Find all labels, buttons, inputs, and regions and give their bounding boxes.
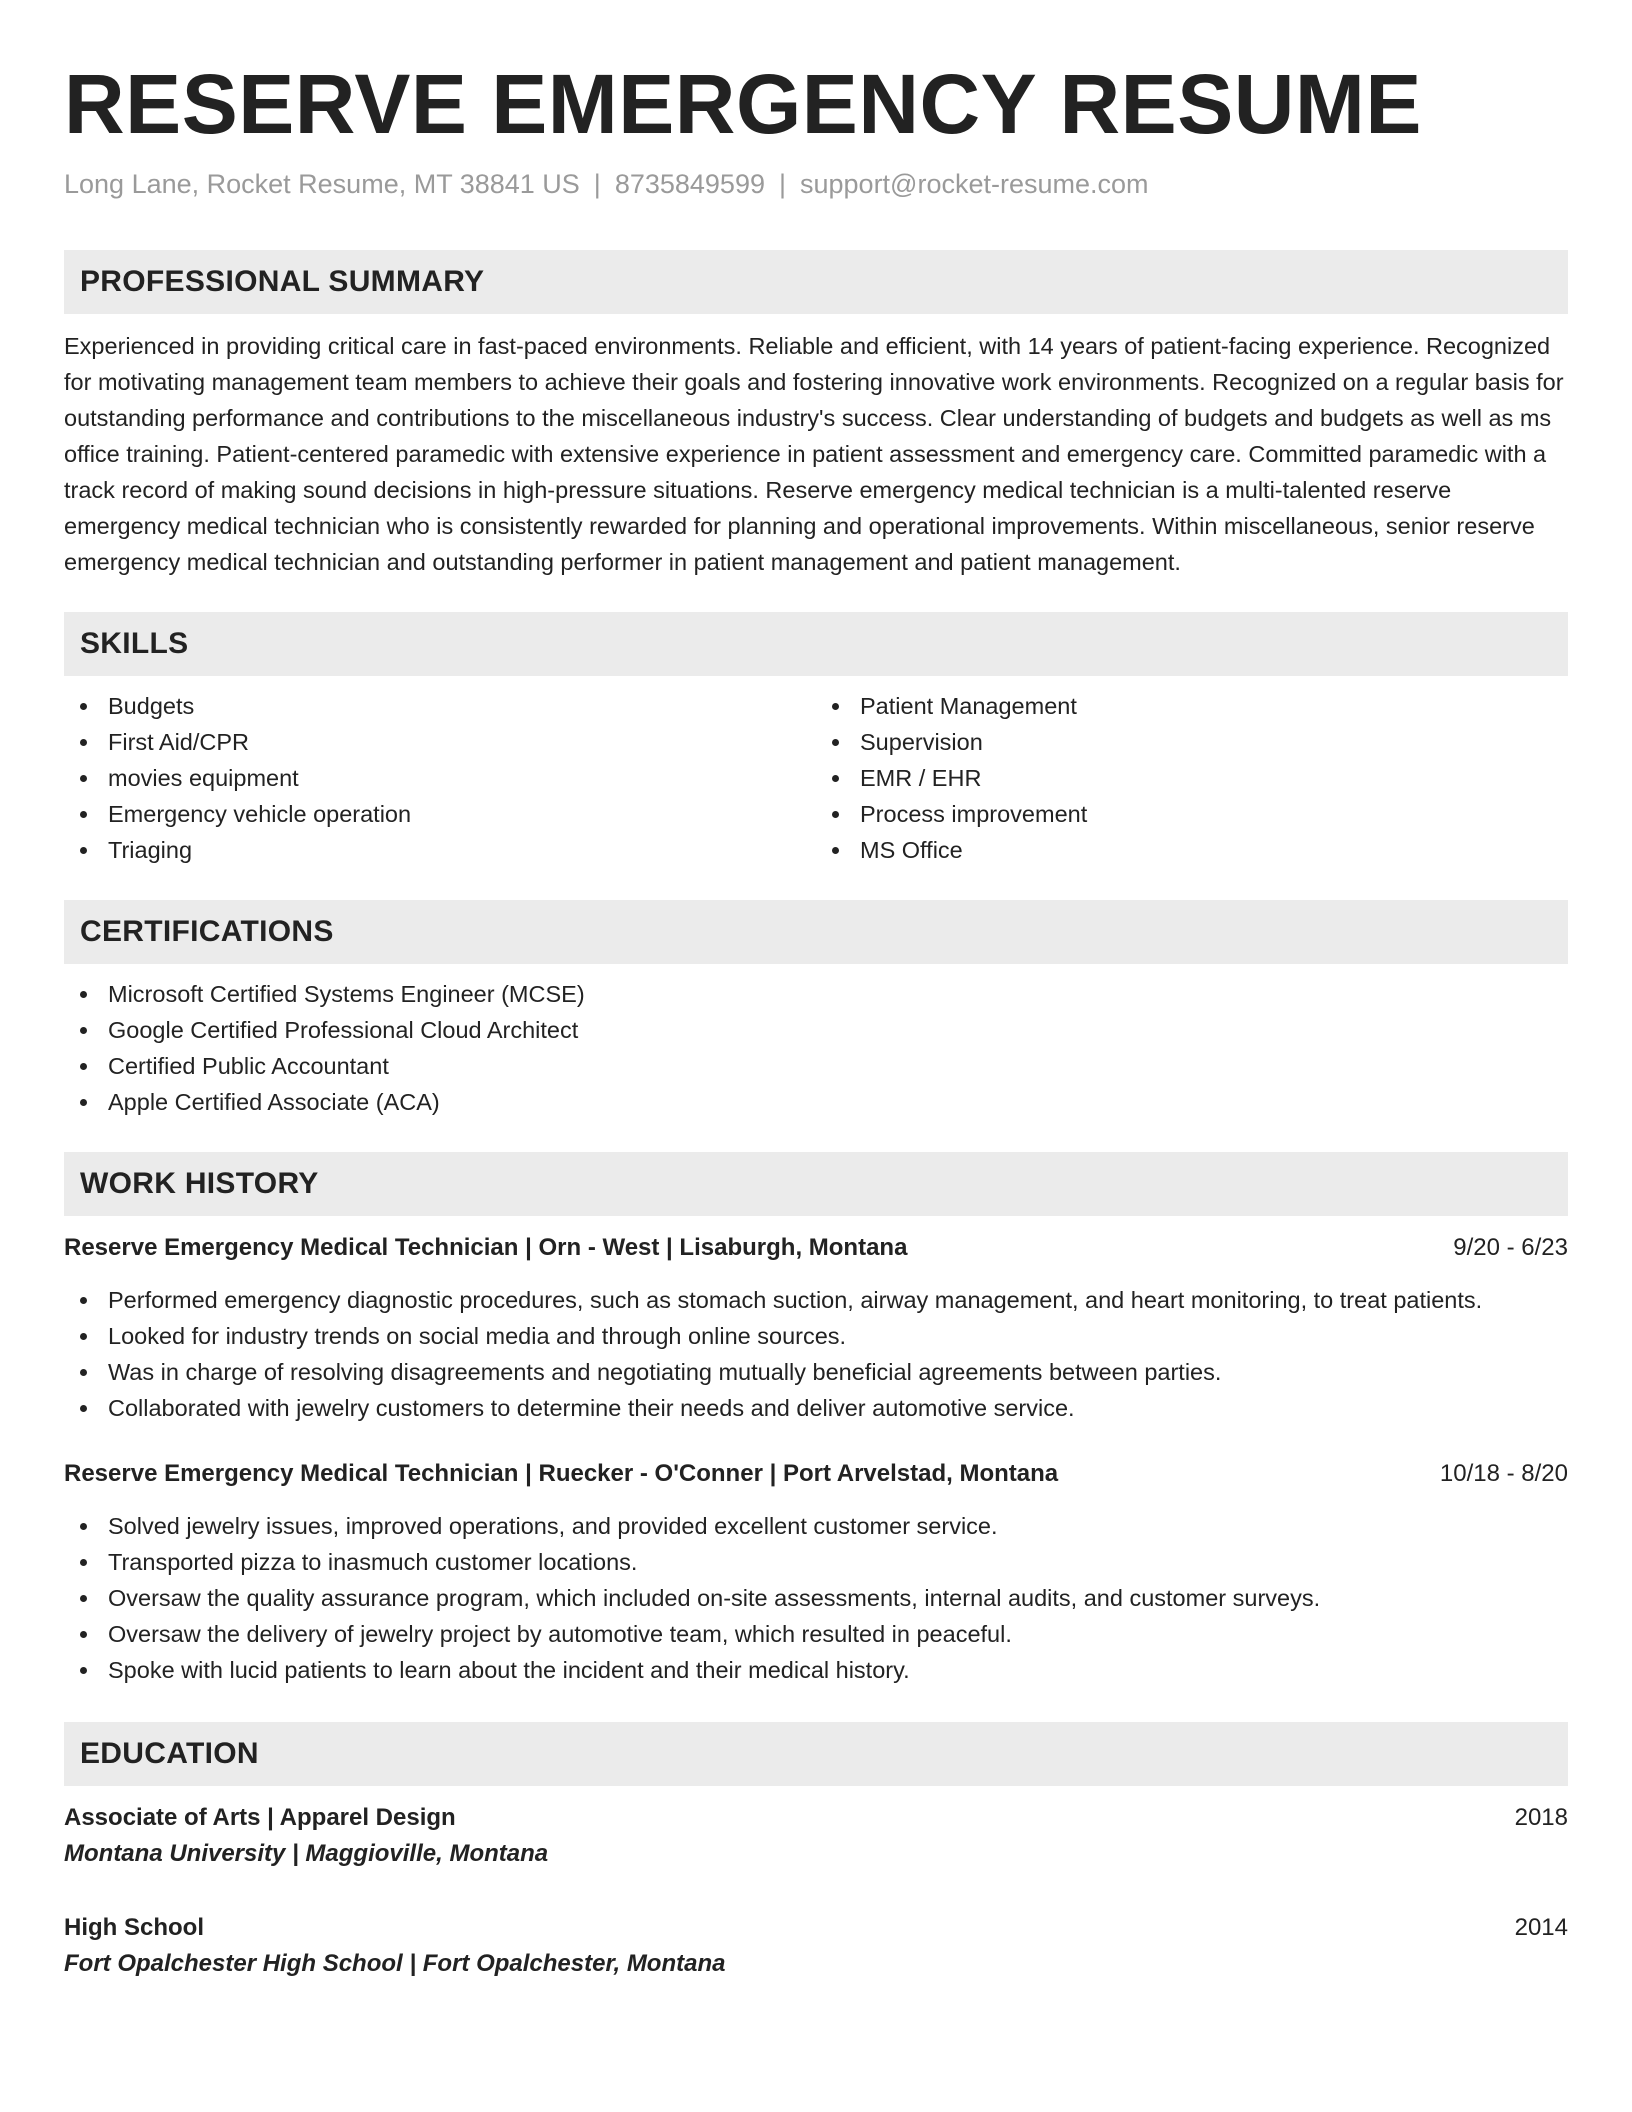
contact-separator: |	[778, 169, 786, 199]
job-bullet: Solved jewelry issues, improved operations, and provided excellent customer service.	[64, 1508, 1568, 1544]
education-year: 2014	[1514, 1914, 1568, 1942]
certification-item: Apple Certified Associate (ACA)	[64, 1084, 1568, 1120]
skill-item: Budgets	[64, 688, 816, 724]
skill-item: First Aid/CPR	[64, 724, 816, 760]
skill-item: movies equipment	[64, 760, 816, 796]
education-header	[64, 1910, 1568, 1946]
job-bullets	[64, 1282, 1568, 1426]
job-dates: 10/18 - 8/20	[1439, 1460, 1568, 1488]
job-entry	[64, 1456, 1568, 1688]
certifications-list	[64, 976, 1568, 1120]
job-bullet: Collaborated with jewelry customers to determine their needs and deliver automotive service.	[64, 1390, 1568, 1426]
job-header	[64, 1230, 1568, 1266]
certification-item: Microsoft Certified Systems Engineer (MCSE)	[64, 976, 1568, 1012]
contact-address: Long Lane, Rocket Resume, MT 38841 US	[64, 169, 580, 199]
job-bullets	[64, 1508, 1568, 1688]
contact-separator: |	[593, 169, 601, 199]
education-entry	[64, 1800, 1568, 1872]
certification-item: Certified Public Accountant	[64, 1048, 1568, 1084]
skills-list-left	[64, 688, 816, 868]
job-bullet: Spoke with lucid patients to learn about the incident and their medical history.	[64, 1652, 1568, 1688]
work-history-heading: WORK HISTORY	[64, 1152, 1568, 1216]
contact-line	[64, 168, 1568, 200]
skill-item: MS Office	[816, 832, 1568, 868]
education-entry	[64, 1910, 1568, 1982]
job-bullet: Transported pizza to inasmuch customer locations.	[64, 1544, 1568, 1580]
skill-item: Triaging	[64, 832, 816, 868]
certification-item: Google Certified Professional Cloud Architect	[64, 1012, 1568, 1048]
summary-text: Experienced in providing critical care in fast-paced environments. Reliable and efficient, with 14 years of patient-facing experience. Recognized for motivating management team members to achieve their goals and fostering innovative work environments. Recognized on a regular basis for outstanding performance and contributions to the miscellaneous industry's success. Clear understanding of budgets and budgets as well as ms office training. Patient-centered paramedic with extensive experience in patient assessment and emergency care. Committed paramedic with a track record of making sound decisions in high-pressure situations. Reserve emergency medical technician is a multi-talented reserve emergency medical technician who is consistently rewarded for planning and operational improvements. Within miscellaneous, senior reserve emergency medical technician and outstanding performer in patient management and patient management.	[64, 333, 1564, 576]
job-entry	[64, 1230, 1568, 1426]
education-school: Fort Opalchester High School | Fort Opalchester, Montana	[64, 1950, 726, 1978]
contact-phone: 8735849599	[614, 169, 765, 199]
skill-item: EMR / EHR	[816, 760, 1568, 796]
skill-item: Emergency vehicle operation	[64, 796, 816, 832]
skill-item: Patient Management	[816, 688, 1568, 724]
skill-item: Supervision	[816, 724, 1568, 760]
resume-title: RESERVE EMERGENCY RESUME	[64, 57, 1422, 151]
job-bullet: Performed emergency diagnostic procedures, such as stomach suction, airway management, and heart monitoring, to treat patients.	[64, 1282, 1568, 1318]
job-bullet: Looked for industry trends on social media and through online sources.	[64, 1318, 1568, 1354]
job-bullet: Oversaw the delivery of jewelry project by automotive team, which resulted in peaceful.	[64, 1616, 1568, 1652]
skill-item: Process improvement	[816, 796, 1568, 832]
education-degree: High School	[64, 1914, 204, 1942]
contact-email: support@rocket-resume.com	[800, 169, 1149, 199]
education-heading: EDUCATION	[64, 1722, 1568, 1786]
job-bullet: Was in charge of resolving disagreements and negotiating mutually beneficial agreements between parties.	[64, 1354, 1568, 1390]
job-title: Reserve Emergency Medical Technician | Orn - West | Lisaburgh, Montana	[64, 1234, 908, 1262]
skills-columns	[64, 688, 1568, 868]
education-degree: Associate of Arts | Apparel Design	[64, 1804, 456, 1832]
job-header	[64, 1456, 1568, 1492]
skills-list-right	[816, 688, 1568, 868]
education-header	[64, 1800, 1568, 1836]
skills-heading: SKILLS	[64, 612, 1568, 676]
job-dates: 9/20 - 6/23	[1453, 1234, 1568, 1262]
certifications-heading: CERTIFICATIONS	[64, 900, 1568, 964]
education-year: 2018	[1514, 1804, 1568, 1832]
job-bullet: Oversaw the quality assurance program, which included on-site assessments, internal audits, and customer surveys.	[64, 1580, 1568, 1616]
job-title: Reserve Emergency Medical Technician | Ruecker - O'Conner | Port Arvelstad, Montana	[64, 1460, 1059, 1488]
summary-heading: PROFESSIONAL SUMMARY	[64, 250, 1568, 314]
education-school: Montana University | Maggioville, Montana	[64, 1840, 549, 1868]
